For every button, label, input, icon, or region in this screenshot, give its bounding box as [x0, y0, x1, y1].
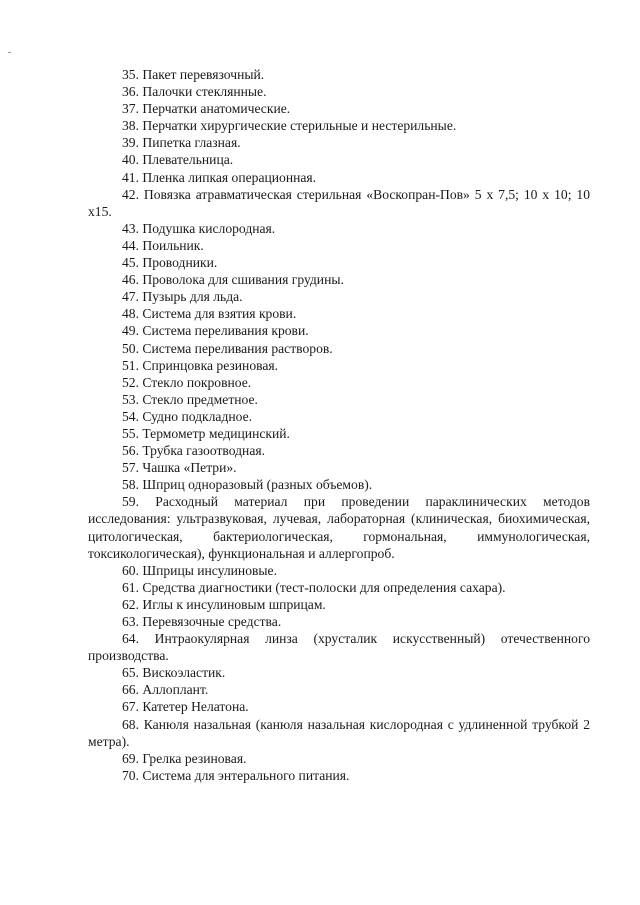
list-item: 58. Шприц одноразовый (разных объемов). [122, 477, 373, 493]
list-item: 67. Катетер Нелатона. [122, 699, 249, 715]
list-item: 69. Грелка резиновая. [122, 750, 247, 766]
list-item: 60. Шприцы инсулиновые. [122, 562, 277, 578]
list-item: 39. Пипетка глазная. [122, 135, 241, 151]
list-item: 68. Канюля назальная (канюля назальная кислородная с удлиненной трубкой 2 метра). [88, 716, 590, 749]
list-item: 62. Иглы к инсулиновым шприцам. [122, 596, 326, 612]
list-item: 38. Перчатки хирургические стерильные и нестерильные. [122, 118, 457, 134]
list-item: 42. Повязка атравматическая стерильная «Воскопран-Пов» 5 х 7,5; 10 х 10; 10 х15. [88, 186, 590, 219]
scan-mark [8, 52, 11, 53]
list-item: 56. Трубка газоотводная. [122, 443, 266, 459]
numbered-list [88, 66, 590, 784]
list-item: 66. Аллоплант. [122, 682, 209, 698]
list-item: 57. Чашка «Петри». [122, 460, 237, 476]
list-item: 35. Пакет перевязочный. [122, 67, 265, 82]
list-item: 52. Стекло покровное. [122, 374, 252, 390]
list-item: 54. Судно подкладное. [122, 408, 253, 424]
list-item: 45. Проводники. [122, 255, 218, 271]
list-item: 47. Пузырь для льда. [122, 289, 243, 305]
list-item: 61. Средства диагностики (тест-полоски для определения сахара). [122, 579, 506, 595]
list-item: 64. Интраокулярная линза (хрусталик искусственный) отечественного производства. [88, 631, 590, 664]
list-item: 59. Расходный материал при проведении параклинических методов исследования: ультразвуковая, лучевая, лабораторная (клиническая, биохимическая, цитологическая, бактериологическая, гормональная, иммунологическая, токсикологическая), функциональная и аллергопроб. [88, 494, 590, 561]
list-item: 51. Спринцовка резиновая. [122, 357, 279, 373]
list-item: 44. Поильник. [122, 237, 204, 253]
list-item: 55. Термометр медицинский. [122, 425, 290, 441]
list-item: 37. Перчатки анатомические. [122, 101, 291, 117]
list-item: 48. Система для взятия крови. [122, 306, 297, 322]
list-item: 41. Пленка липкая операционная. [122, 169, 317, 185]
list-item: 65. Вискоэластик. [122, 665, 226, 681]
list-item: 50. Система переливания растворов. [122, 340, 333, 356]
list-item: 49. Система переливания крови. [122, 323, 309, 339]
list-item: 43. Подушка кислородная. [122, 220, 276, 236]
list-item: 70. Система для энтерального питания. [122, 767, 350, 783]
list-item: 63. Перевязочные средства. [122, 614, 282, 629]
list-item: 53. Стекло предметное. [122, 391, 258, 407]
list-item: 46. Проволока для сшивания грудины. [122, 272, 344, 288]
list-item: 40. Плевательница. [122, 152, 234, 168]
list-item: 36. Палочки стеклянные. [122, 84, 267, 100]
